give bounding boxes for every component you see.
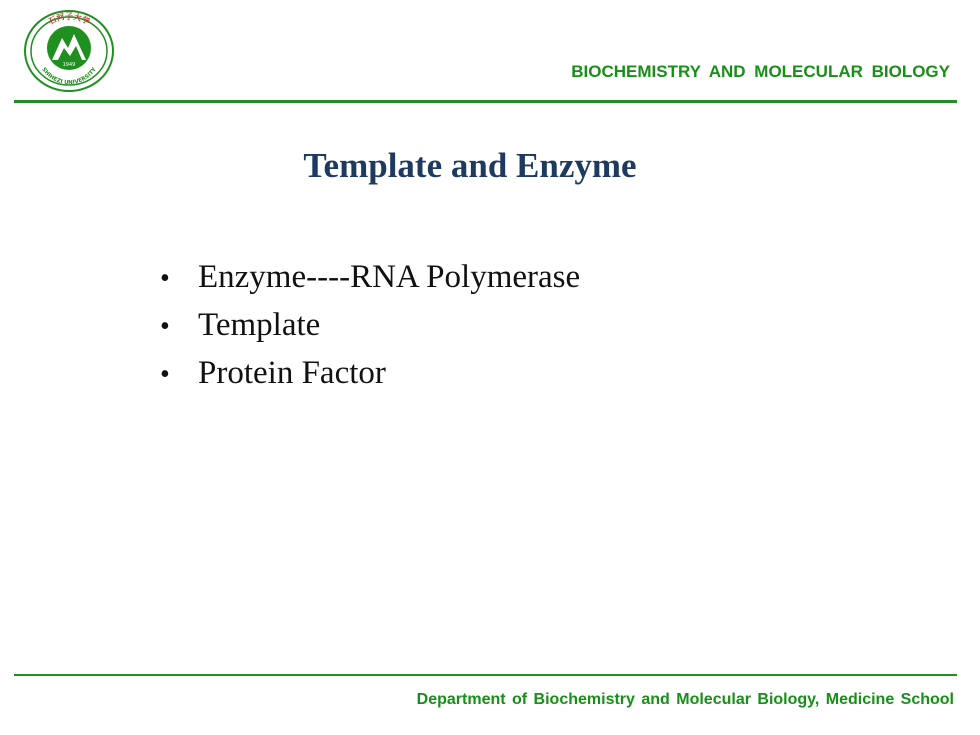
bullet-list [160, 253, 580, 397]
course-title: BIOCHEMISTRY AND MOLECULAR BIOLOGY [571, 62, 950, 81]
seal-bottom-text: SHIHEZI UNIVERSITY [40, 66, 98, 87]
bullet-text: Enzyme----RNA Polymerase [198, 259, 581, 295]
seal-top-text: 石河子大学 [46, 12, 92, 27]
bullet-icon: • [160, 263, 170, 294]
header-divider [14, 100, 957, 103]
bullet-item [160, 349, 580, 397]
bullet-icon: • [160, 311, 170, 342]
bullet-text: Template [198, 307, 321, 343]
footer-department: Department of Biochemistry and Molecular Biology, Medicine School [416, 691, 954, 708]
bullet-icon: • [160, 359, 170, 390]
footer-divider [14, 674, 957, 676]
seal-year: 1949 [62, 62, 76, 68]
university-seal-icon [22, 8, 116, 94]
slide-title: Template and Enzyme [303, 146, 637, 185]
university-logo [22, 8, 116, 94]
bullet-item [160, 301, 580, 349]
bullet-text: Protein Factor [198, 355, 386, 391]
bullet-item [160, 253, 580, 301]
